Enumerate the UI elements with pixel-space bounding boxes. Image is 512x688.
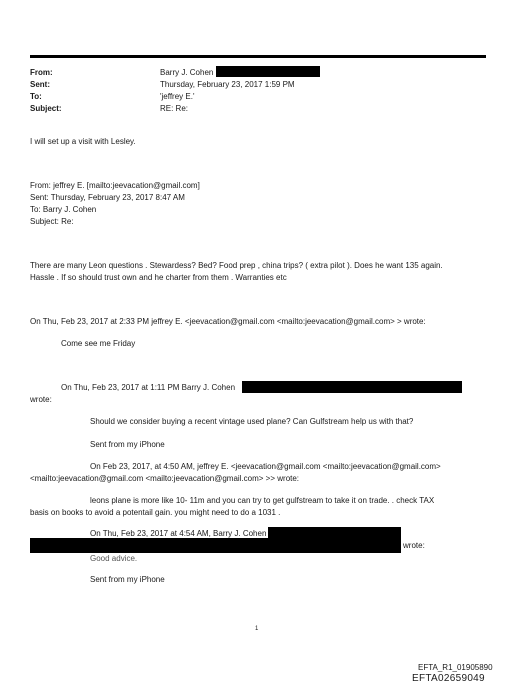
bates-number-large: EFTA02659049 [412,673,485,684]
quoted-from: From: jeffrey E. [mailto:jeevacation@gmail.com] [30,181,200,190]
quoted-body: Should we consider buying a recent vintage used plane? Can Gulfstream help us with that? [90,417,414,426]
to-value: 'jeffrey E.' [160,92,195,101]
quoted-signature: Sent from my iPhone [90,440,165,449]
quoted-to: To: Barry J. Cohen [30,205,97,214]
quoted-subject: Subject: Re: [30,217,74,226]
quoted-header: On Thu, Feb 23, 2017 at 1:11 PM Barry J. Cohen [61,383,236,392]
subject-value: RE: Re: [160,104,189,113]
quoted-body: Good advice. [90,554,138,563]
quoted-header: <mailto:jeevacation@gmail.com <mailto:jeevacation@gmail.com> >> wrote: [30,474,300,483]
bates-number-small: EFTA_R1_01905890 [418,663,493,672]
subject-label: Subject: [30,104,62,113]
quoted-sent: Sent: Thursday, February 23, 2017 8:47 AM [30,193,185,202]
reply-body: I will set up a visit with Lesley. [30,137,136,146]
redaction-box [30,538,401,553]
from-value: Barry J. Cohen [160,68,214,77]
quoted-body: Come see me Friday [61,339,136,348]
quoted-body-line: basis on books to avoid a potentail gain. you might need to do a 1031 . [30,508,281,517]
quoted-body-line: Hassle . If so should trust own and he charter from them . Warranties etc [30,273,287,282]
redaction-box [216,66,320,77]
quoted-body-line: leons plane is more like 10- 11m and you can try to get gulfstream to take it on trade. . check TAX [90,496,435,505]
quoted-body-line: There are many Leon questions . Stewardess? Bed? Food prep , china trips? ( extra pilot ). Does he want 135 again. [30,261,443,270]
quoted-header: On Feb 23, 2017, at 4:50 AM, jeffrey E. <jeevacation@gmail.com <mailto:jeevacation@gmail.com> [90,462,441,471]
to-label: To: [30,92,42,101]
quoted-header: On Thu, Feb 23, 2017 at 4:54 AM, Barry J. Cohen [90,529,267,538]
quoted-wrote: wrote: [30,395,52,404]
quoted-wrote: wrote: [403,541,425,550]
quoted-signature: Sent from my iPhone [90,575,165,584]
from-label: From: [30,68,53,77]
sent-label: Sent: [30,80,50,89]
quoted-header: On Thu, Feb 23, 2017 at 2:33 PM jeffrey E. <jeevacation@gmail.com <mailto:jeevacation@gmail.com> > wrote: [30,317,426,326]
header-rule [30,55,486,58]
redaction-box [242,381,462,393]
page-number: 1 [255,626,259,632]
sent-value: Thursday, February 23, 2017 1:59 PM [160,80,295,89]
